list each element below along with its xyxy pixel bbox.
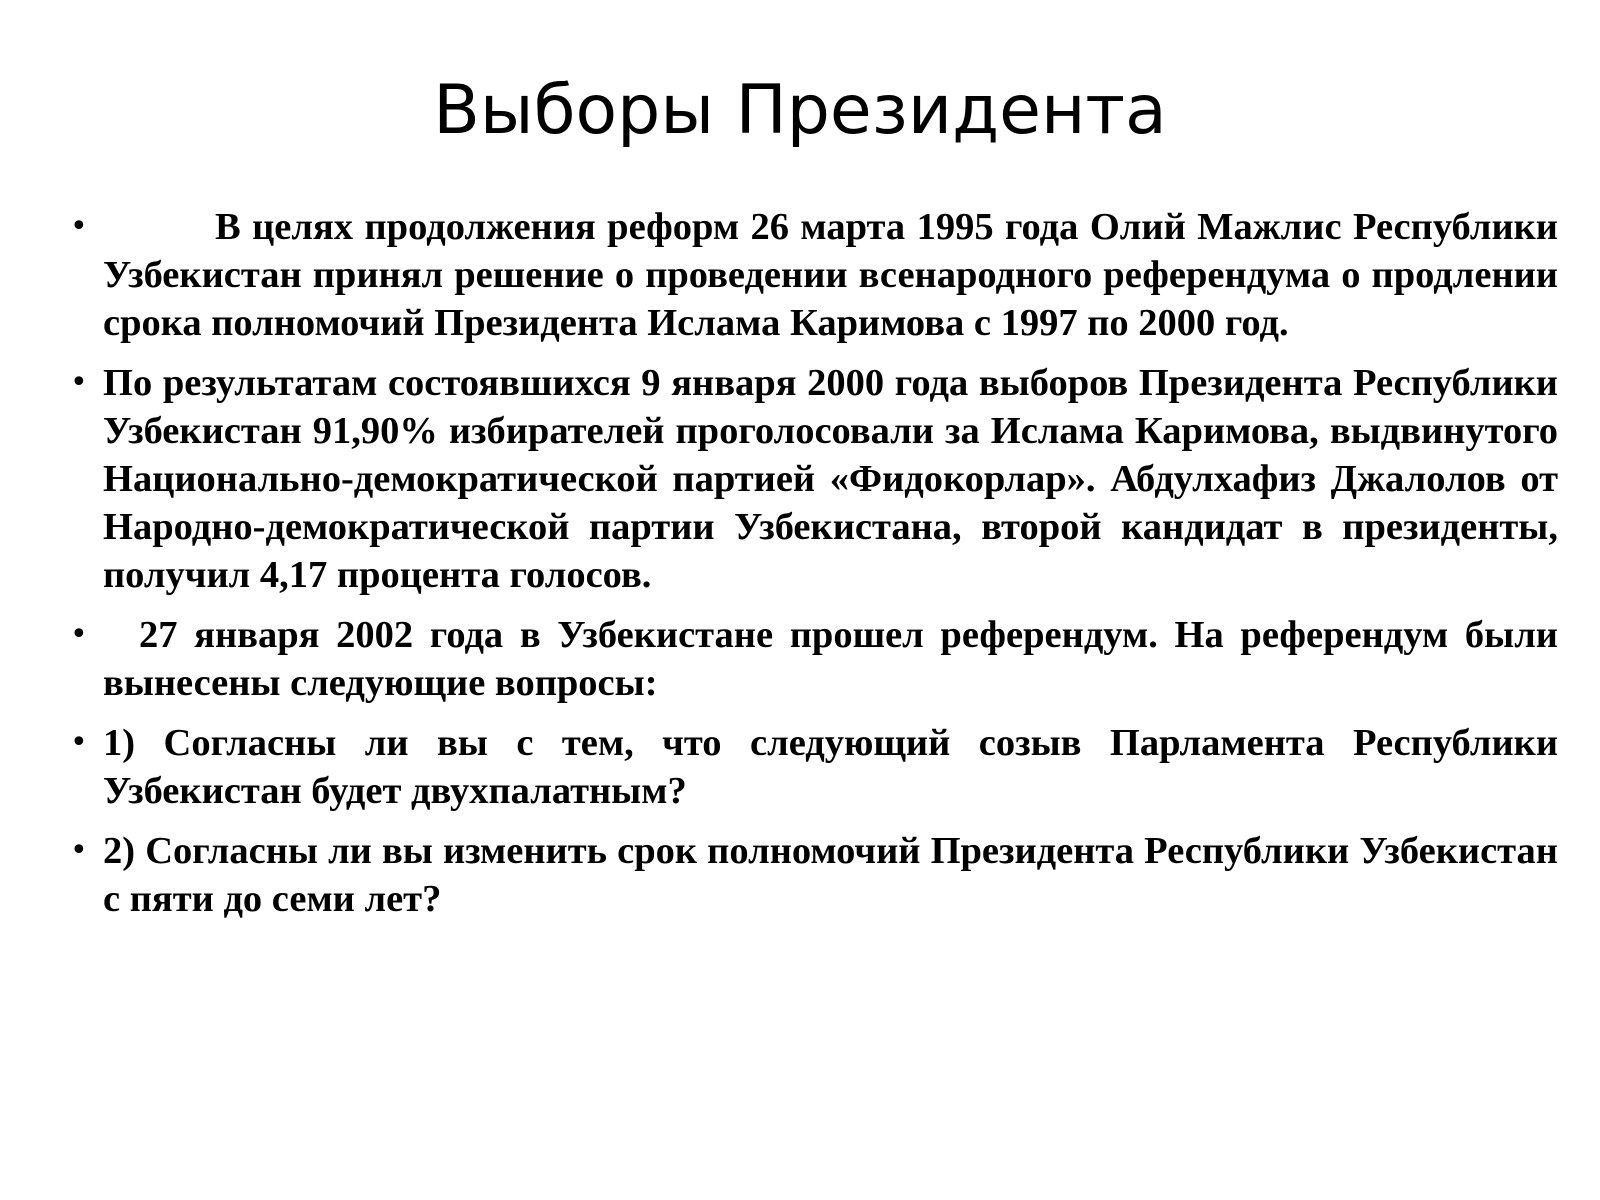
bullet-item-election-2000 [70, 359, 1558, 599]
bullet-item-referendum-2002 [70, 611, 1558, 707]
bullet-list [70, 203, 1558, 935]
bullet-icon: • [70, 209, 88, 244]
bullet-text: 2) Согласны ли вы изменить срок полномочий Президента Республики Узбекистан с пяти до семи лет? [103, 830, 1558, 920]
bullet-text: По результатам состоявшихся 9 января 2000 года выборов Президента Республики Узбекистан 91,90% избирателей проголосовали за Ислама Каримова, выдвинутого Национально-демократической партией «Фидокорлар». Абдулхафиз Джалолов от Народно-демократической партии Узбекистана, второй кандидат в президенты, получил 4,17 процента голосов. [103, 362, 1558, 596]
bullet-item-referendum-1995 [70, 203, 1558, 347]
bullet-text: 27 января 2002 года в Узбекистане прошел референдум. На референдум были вынесены следующие вопросы: [103, 614, 1558, 704]
slide-title: Выборы Президента [433, 71, 1167, 150]
bullet-icon: • [70, 617, 88, 652]
bullet-icon: • [70, 365, 88, 400]
bullet-text: 1) Согласны ли вы с тем, что следующий созыв Парламента Республики Узбекистан будет двухпалатным? [103, 722, 1558, 812]
bullet-icon: • [70, 833, 88, 868]
bullet-icon: • [70, 725, 88, 760]
bullet-item-question-1 [70, 719, 1558, 815]
bullet-text: В целях продолжения реформ 26 марта 1995 года Олий Мажлис Республики Узбекистан принял решение о проведении всенародного референдума о продлении срока полномочий Президента Ислама Каримова с 1997 по 2000 год. [103, 206, 1558, 344]
bullet-item-question-2 [70, 827, 1558, 923]
